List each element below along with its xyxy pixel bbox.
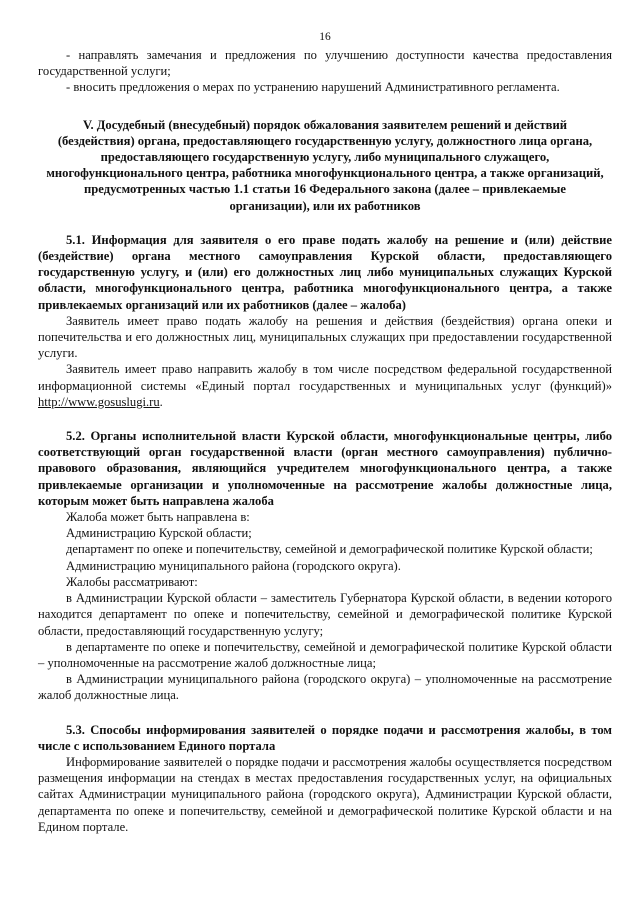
section-5-1-paragraph: Заявитель имеет право подать жалобу на решения и действия (бездействия) органа опеки и попечительства и его должностных лиц, муниципальных служащих при предоставлении государственной услуги. [38,313,612,361]
section-5-3-title: 5.3. Способы информирования заявителей о порядке подачи и рассмотрения жалобы, в том числе с использованием Единого портала [38,722,612,753]
intro-item: - вносить предложения о мерах по устранению нарушений Административного регламента. [66,80,560,95]
section-5-2-paragraph: в Администрации муниципального района (городского округа) – уполномоченные на рассмотрение жалоб должностные лица. [38,672,612,703]
section-5-2-paragraph: Администрацию Курской области; [66,526,252,541]
section-5-1-paragraph-end: . [159,394,163,409]
section-5-2-paragraph: департамент по опеке и попечительству, семейной и демографической политике Курской области; [66,542,593,557]
section-5-2-paragraph: в Администрации Курской области – заместитель Губернатора Курской области, в ведении которого находится департамент по опеке и попечительству, семейной и демографической политике Курской области, предоставляющий государственную услугу; [38,591,612,638]
section-5-1-paragraph-text: Заявитель имеет право направить жалобу в том числе посредством федеральной государственной информационной системы «Единый портал государственных и муниципальных услуг (функций)» [38,362,612,393]
section-5-3-paragraph: Информирование заявителей о порядке подачи и рассмотрения жалобы осуществляется посредством размещения информации на стендах в местах предоставления государственных услуг, на официальных сайтах Администрации муниципального района (городского округа), Администрации Курской области, департамента по опеке и попечительству, семейной и демографической политике Курской области и на Едином портале. [38,754,612,834]
gosuslugi-link[interactable]: http://www.gosuslugi.ru [38,394,160,409]
section-5-1-title: 5.1. Информация для заявителя о его праве подать жалобу на решение и (или) действие (бездействие) органа местного самоуправления Курской области, предоставляющего государственную услугу, и (или) его должностных лиц либо муниципальных служащих Курской области, многофункционального центра, работника многофункционального центра, а также привлекаемых организаций или их работников (далее – жалоба) [38,232,612,312]
section-5-1-paragraph [38,361,612,410]
section-5-2-title: 5.2. Органы исполнительной власти Курской области, многофункциональные центры, либо соответствующий орган государственной власти (орган местного самоуправления) публично-правового образования, являющийся учредителем многофункционального центра, а также привлекаемые организации и уполномоченные на рассмотрение жалобы должностные лица, которым может быть направлена жалоба [38,429,612,508]
document-page [38,30,612,835]
page-number: 16 [319,31,331,43]
intro-item: - направлять замечания и предложения по улучшению доступности качества предоставления государственной услуги; [38,48,612,79]
section-5-2-paragraph: Администрацию муниципального района (городского округа). [66,558,401,573]
section-5-2-paragraph: Жалобы рассматривают: [66,574,198,589]
section-5-2-paragraph: Жалоба может быть направлена в: [66,510,250,525]
section-v-title: V. Досудебный (внесудебный) порядок обжалования заявителем решений и действий (бездействия) органа, предоставляющего государственную услугу, должностного лица органа, предоставляющего государственную услугу, либо муниципального служащего, многофункционального центра, работника многофункционального центра, а также организаций, предусмотренных частью 1.1 статьи 16 Федерального закона (далее – привлекаемые организации), или их работников [46,117,604,213]
section-5-2-paragraph: в департаменте по опеке и попечительству, семейной и демографической политике Курской области – уполномоченные на рассмотрение жалоб должностные лица; [38,639,612,670]
